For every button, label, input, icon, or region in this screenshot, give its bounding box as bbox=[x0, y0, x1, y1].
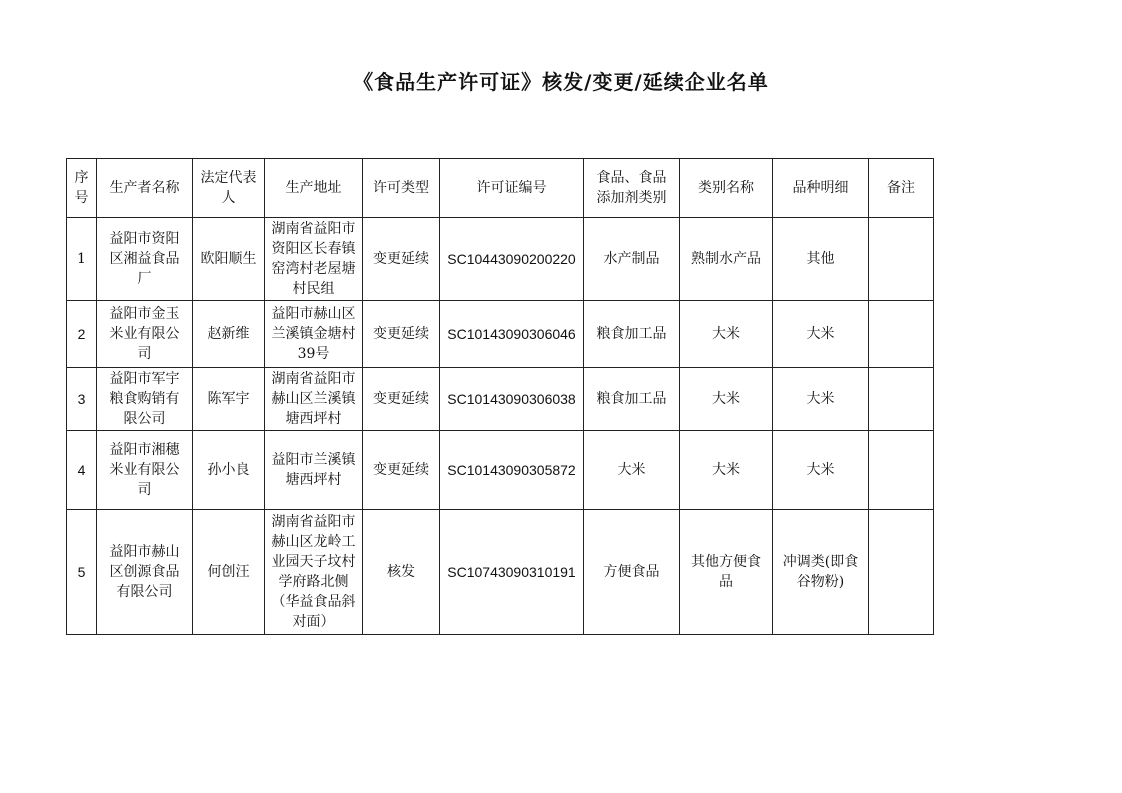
cell-permit-no: SC10743090310191 bbox=[440, 510, 584, 635]
cell-legal-rep: 欧阳顺生 bbox=[193, 218, 265, 301]
cell-permit-no: SC10443090200220 bbox=[440, 218, 584, 301]
cell-legal-rep: 孙小良 bbox=[193, 431, 265, 510]
cell-producer: 益阳市赫山区创源食品有限公司 bbox=[97, 510, 193, 635]
header-row bbox=[67, 159, 934, 218]
cell-variety: 冲调类(即食谷物粉) bbox=[773, 510, 869, 635]
cell-producer: 益阳市资阳区湘益食品厂 bbox=[97, 218, 193, 301]
cell-variety: 大米 bbox=[773, 301, 869, 368]
table-row bbox=[67, 510, 934, 635]
header-producer: 生产者名称 bbox=[97, 159, 193, 218]
cell-seq: 4 bbox=[67, 431, 97, 510]
cell-permit-type: 变更延续 bbox=[363, 301, 440, 368]
cell-category-name: 大米 bbox=[680, 301, 773, 368]
cell-food-category: 水产制品 bbox=[584, 218, 680, 301]
cell-variety: 其他 bbox=[773, 218, 869, 301]
cell-address: 益阳市兰溪镇塘西坪村 bbox=[265, 431, 363, 510]
cell-variety: 大米 bbox=[773, 368, 869, 431]
cell-address: 湖南省益阳市赫山区龙岭工业园天子坟村学府路北侧（华益食品斜对面） bbox=[265, 510, 363, 635]
cell-food-category: 粮食加工品 bbox=[584, 368, 680, 431]
cell-permit-type: 变更延续 bbox=[363, 218, 440, 301]
cell-remark bbox=[869, 510, 934, 635]
cell-legal-rep: 何创汪 bbox=[193, 510, 265, 635]
cell-permit-type: 核发 bbox=[363, 510, 440, 635]
cell-category-name: 其他方便食品 bbox=[680, 510, 773, 635]
cell-remark bbox=[869, 431, 934, 510]
table-row bbox=[67, 368, 934, 431]
cell-food-category: 方便食品 bbox=[584, 510, 680, 635]
cell-legal-rep: 陈军宇 bbox=[193, 368, 265, 431]
header-remark: 备注 bbox=[869, 159, 934, 218]
header-permit-type: 许可类型 bbox=[363, 159, 440, 218]
license-table bbox=[66, 158, 934, 635]
cell-remark bbox=[869, 301, 934, 368]
cell-food-category: 大米 bbox=[584, 431, 680, 510]
header-legal-rep: 法定代表人 bbox=[193, 159, 265, 218]
header-address: 生产地址 bbox=[265, 159, 363, 218]
header-seq: 序号 bbox=[67, 159, 97, 218]
cell-permit-no: SC10143090305872 bbox=[440, 431, 584, 510]
table-row bbox=[67, 301, 934, 368]
cell-seq: 5 bbox=[67, 510, 97, 635]
cell-address: 湖南省益阳市赫山区兰溪镇塘西坪村 bbox=[265, 368, 363, 431]
cell-category-name: 大米 bbox=[680, 368, 773, 431]
header-variety: 品种明细 bbox=[773, 159, 869, 218]
cell-remark bbox=[869, 218, 934, 301]
header-food-category: 食品、食品添加剂类别 bbox=[584, 159, 680, 218]
cell-category-name: 熟制水产品 bbox=[680, 218, 773, 301]
cell-category-name: 大米 bbox=[680, 431, 773, 510]
table-body bbox=[67, 218, 934, 635]
cell-seq: 2 bbox=[67, 301, 97, 368]
cell-legal-rep: 赵新维 bbox=[193, 301, 265, 368]
cell-permit-no: SC10143090306038 bbox=[440, 368, 584, 431]
cell-permit-type: 变更延续 bbox=[363, 431, 440, 510]
table-header bbox=[67, 159, 934, 218]
cell-permit-no: SC10143090306046 bbox=[440, 301, 584, 368]
cell-permit-type: 变更延续 bbox=[363, 368, 440, 431]
cell-producer: 益阳市金玉米业有限公司 bbox=[97, 301, 193, 368]
cell-variety: 大米 bbox=[773, 431, 869, 510]
cell-address: 益阳市赫山区兰溪镇金塘村39号 bbox=[265, 301, 363, 368]
cell-food-category: 粮食加工品 bbox=[584, 301, 680, 368]
cell-seq: 1 bbox=[67, 218, 97, 301]
document-title: 《食品生产许可证》核发/变更/延续企业名单 bbox=[353, 70, 769, 94]
cell-producer: 益阳市军宇粮食购销有限公司 bbox=[97, 368, 193, 431]
header-permit-no: 许可证编号 bbox=[440, 159, 584, 218]
table-row bbox=[67, 218, 934, 301]
cell-seq: 3 bbox=[67, 368, 97, 431]
table-row bbox=[67, 431, 934, 510]
header-category-name: 类别名称 bbox=[680, 159, 773, 218]
cell-remark bbox=[869, 368, 934, 431]
cell-address: 湖南省益阳市资阳区长春镇窑湾村老屋塘村民组 bbox=[265, 218, 363, 301]
cell-producer: 益阳市湘穗米业有限公司 bbox=[97, 431, 193, 510]
